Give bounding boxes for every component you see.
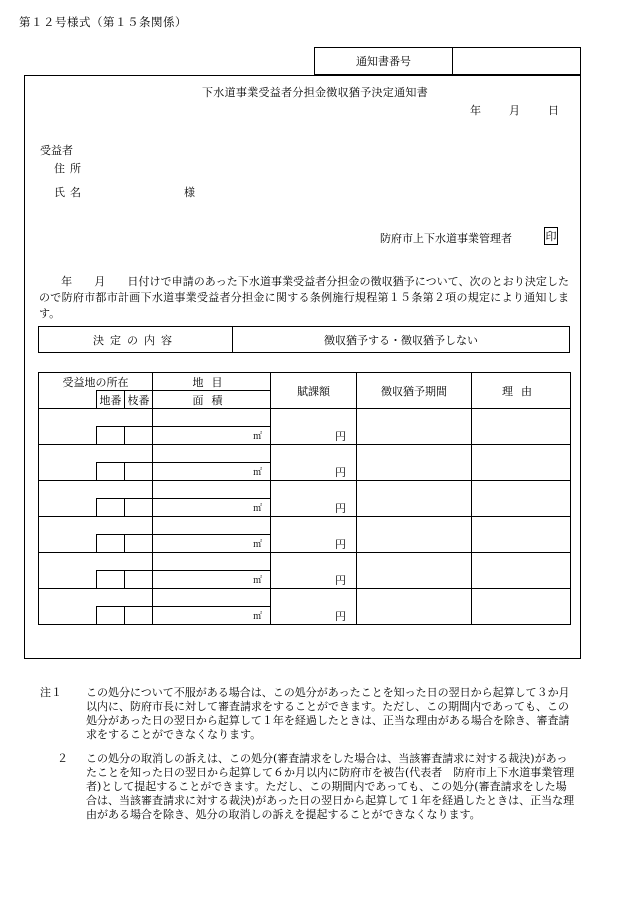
document-title: 下水道事業受益者分担金徴収猶予決定通知書: [202, 86, 428, 99]
area-unit: ㎡: [253, 468, 263, 478]
row4-lot[interactable]: [97, 535, 125, 553]
row3-blank: [39, 499, 97, 517]
decision-value: 徴収猶予する・徴収猶予しない: [324, 333, 478, 347]
note2-label: ２: [57, 752, 68, 765]
row2-location[interactable]: [39, 445, 153, 463]
reason-header: 理由: [472, 373, 571, 409]
row2-assessment[interactable]: [271, 445, 357, 481]
yen-unit: 円: [335, 574, 347, 587]
address-label: 住所: [54, 162, 86, 175]
row3-assessment[interactable]: [271, 481, 357, 517]
recipient-label: 受益者: [40, 144, 73, 157]
row2-blank: [39, 463, 97, 481]
row1-period[interactable]: [357, 409, 472, 445]
date-year: 年: [470, 104, 481, 117]
row6-lot[interactable]: [97, 607, 125, 625]
row6-location[interactable]: [39, 589, 153, 607]
lot-number-header: 地番: [97, 391, 125, 409]
date-month: 月: [509, 104, 520, 117]
row3-reason[interactable]: [472, 481, 571, 517]
yen-unit: 円: [335, 610, 347, 623]
area-unit: ㎡: [253, 576, 263, 586]
row4-reason[interactable]: [472, 517, 571, 553]
branch-number-header: 枝番: [125, 391, 153, 409]
name-label: 氏名: [54, 186, 86, 199]
row5-period[interactable]: [357, 553, 472, 589]
row5-blank: [39, 571, 97, 589]
decision-label: 決定の内容: [39, 327, 233, 352]
row2-period[interactable]: [357, 445, 472, 481]
row6-blank: [39, 607, 97, 625]
seal-stamp: 印: [544, 227, 558, 245]
yen-unit: 円: [335, 538, 347, 551]
body-text: 年 月 日付けで申請のあった下水道事業受益者分担金の徴収猶予について、次のとおり決定したので防府市都市計画下水道事業受益者分担金に関する条例施行規程第１５条第２項の規定により通知します。: [39, 275, 569, 320]
row1-lot[interactable]: [97, 427, 125, 445]
deferral-period-header: 徴収猶予期間: [357, 373, 472, 409]
row2-area[interactable]: [153, 463, 271, 481]
notice-number-box: [314, 47, 581, 75]
row3-lot[interactable]: [97, 499, 125, 517]
row1-location[interactable]: [39, 409, 153, 427]
row5-lot[interactable]: [97, 571, 125, 589]
row6-reason[interactable]: [472, 589, 571, 625]
row6-area[interactable]: [153, 607, 271, 625]
row1-blank: [39, 427, 97, 445]
assessment-header: 賦課額: [271, 373, 357, 409]
row4-branch[interactable]: [125, 535, 153, 553]
row2-branch[interactable]: [125, 463, 153, 481]
row3-period[interactable]: [357, 481, 472, 517]
yen-unit: 円: [335, 430, 347, 443]
row6-branch[interactable]: [125, 607, 153, 625]
decision-row: [38, 326, 570, 353]
row1-reason[interactable]: [472, 409, 571, 445]
row5-reason[interactable]: [472, 553, 571, 589]
row1-land-category[interactable]: [153, 409, 271, 427]
area-unit: ㎡: [253, 612, 263, 622]
land-category-header: 地目: [153, 373, 271, 391]
row4-period[interactable]: [357, 517, 472, 553]
row4-location[interactable]: [39, 517, 153, 535]
date-line: [470, 102, 559, 118]
row2-lot[interactable]: [97, 463, 125, 481]
note1-label: 注１: [40, 686, 62, 699]
notice-number-label: 通知書番号: [315, 48, 453, 74]
row5-land-category[interactable]: [153, 553, 271, 571]
row4-area[interactable]: [153, 535, 271, 553]
row4-land-category[interactable]: [153, 517, 271, 535]
row5-location[interactable]: [39, 553, 153, 571]
row2-reason[interactable]: [472, 445, 571, 481]
area-unit: ㎡: [253, 504, 263, 514]
row6-assessment[interactable]: [271, 589, 357, 625]
row5-branch[interactable]: [125, 571, 153, 589]
row4-blank: [39, 535, 97, 553]
row1-assessment[interactable]: [271, 409, 357, 445]
row1-area[interactable]: [153, 427, 271, 445]
note1-text: この処分について不服がある場合は、この処分があったことを知った日の翌日から起算して３か月以内に、防府市長に対して審査請求をすることができます。ただし、この期間内であっても、この処分があった日の翌日から起算して１年を経過したときは、正当な理由がある場合を除き、審査請求をすることができなくなります。: [86, 686, 570, 741]
location-header: 受益地の所在: [39, 373, 153, 391]
row1-branch[interactable]: [125, 427, 153, 445]
location-blank: [39, 391, 97, 409]
yen-unit: 円: [335, 502, 347, 515]
land-table: [38, 372, 571, 625]
notice-number-field[interactable]: [453, 48, 580, 74]
honorific: 様: [184, 186, 195, 199]
area-unit: ㎡: [253, 432, 263, 442]
date-day: 日: [548, 104, 559, 117]
area-header: 面積: [153, 391, 271, 409]
area-unit: ㎡: [253, 540, 263, 550]
row3-branch[interactable]: [125, 499, 153, 517]
row2-land-category[interactable]: [153, 445, 271, 463]
row3-area[interactable]: [153, 499, 271, 517]
row5-assessment[interactable]: [271, 553, 357, 589]
issuer-name: 防府市上下水道事業管理者: [380, 232, 512, 245]
yen-unit: 円: [335, 466, 347, 479]
row3-land-category[interactable]: [153, 481, 271, 499]
row6-land-category[interactable]: [153, 589, 271, 607]
form-number: 第１２号様式（第１５条関係）: [19, 15, 187, 29]
note2-text: この処分の取消しの訴えは、この処分(審査請求をした場合は、当該審査請求に対する裁決)があったことを知った日の翌日から起算して６か月以内に防府市を被告(代表者 防府市上下水道事業管理者)として提起することができます。ただし、この期間内であっても、この処分(審査請求をした場合は、当該審査請求に対する裁決)があった日の翌日から起算して１年を経過したときは、正当な理由がある場合を除き、処分の取消しの訴えを提起することができなくなります。: [86, 752, 575, 821]
row4-assessment[interactable]: [271, 517, 357, 553]
row3-location[interactable]: [39, 481, 153, 499]
row5-area[interactable]: [153, 571, 271, 589]
row6-period[interactable]: [357, 589, 472, 625]
